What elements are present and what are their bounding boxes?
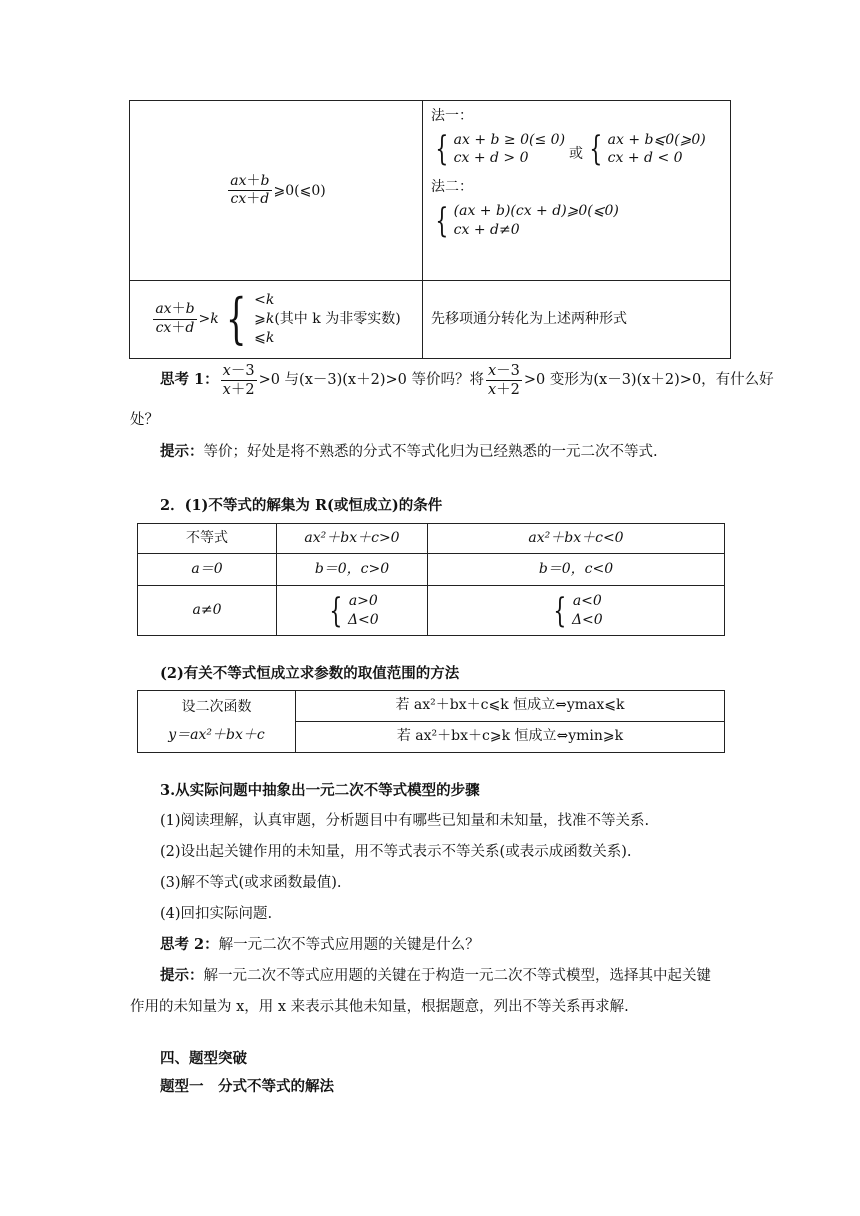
or-label: 或 [569,145,584,162]
pos-cond-a: a>0 [348,592,378,609]
step-3: (3)解不等式(或求函数最值). [160,875,342,891]
section3-title: 3.从实际问题中抽象出一元二次不等式模型的步骤 [160,782,480,799]
quadratic-def-cell [138,691,296,753]
think2-label: 思考 2： [160,936,219,953]
think1-line: 思考 1： $\frac{x-3}{x+2}$ >0 与(x－3)(x＋2)>0 等价吗？将 $\frac{x-3}{x+2}$ >0 变形为(x－3)(x＋2)>0，有什么好 [160,363,774,399]
method-two-label: 法二： [431,179,473,196]
hint2-label: 提示： [160,967,204,984]
think1-text-c: 处？ [130,412,159,428]
methods-cell [423,101,731,281]
sys1-row-b: cx + d > 0 [453,150,529,167]
transform-cell [423,281,731,359]
nonzero-k-note: (其中 k 为非零实数) [274,310,401,327]
hint2-text-b: 作用的未知量为 x，用 x 来表示其他未知量，根据题意，列出不等关系再求解. [130,999,629,1015]
step-2: (2)设出起关键作用的未知量，用不等式表示不等关系(或表示成函数关系). [160,844,632,860]
section4-subtitle: 题型一 分式不等式的解法 [160,1078,334,1095]
method-one-systems: { ax + b ≥ 0(≤ 0) cx + d > 0 或 { ax + b⩽0(⩾0) cx + d < 0 [435,129,706,170]
hint2-line-a [160,966,711,986]
header-negative: ax²＋bx＋c<0 [428,524,725,554]
quadratic-def-b: y＝ax²＋bx＋c [168,726,265,743]
method-one-label: 法一： [431,108,473,124]
conditions-table [137,523,725,636]
sys2-row-a: ax + b⩽0(⩾0) [607,131,706,148]
min-condition: 若 ax²＋bx＋c⩾k 恒成立⇔ymin⩾k [296,722,725,753]
row-a0-positive: b＝0，c>0 [277,554,428,586]
hint1-text: 等价；好处是将不熟悉的分式不等式化归为已经熟悉的一元二次不等式. [203,444,658,460]
step-1: (1)阅读理解，认真审题，分析题目中有哪些已知量和未知量，找准不等关系. [160,813,650,829]
sys2-row-b: cx + d < 0 [607,150,683,167]
parameter-method-table [137,690,725,753]
row-an0-negative: { a<0 Δ<0 [428,586,725,636]
think1-label: 思考 1： [160,371,219,389]
think1-text-a: >0 与(x－3)(x＋2)>0 等价吗？将 [258,372,484,389]
sys3-row-b: cx + d≠0 [453,221,520,238]
step-4: (4)回扣实际问题. [160,906,273,922]
neg-cond-a: a<0 [572,592,602,609]
fraction-ge-cell [130,101,423,281]
section2-title: 2．(1)不等式的解集为 R(或恒成立)的条件 [160,497,443,514]
row-a0-label: a＝0 [138,554,277,586]
fraction-expression: $\frac{ax+b}{cx+d}$ ⩾0(⩽0) [230,172,326,207]
row-a0-negative: b＝0，c<0 [428,554,725,586]
header-positive: ax²＋bx＋c>0 [277,524,428,554]
row-an0-label: a≠0 [138,586,277,636]
neg-cond-b: Δ<0 [571,611,603,628]
pos-cond-b: Δ<0 [347,611,379,628]
max-condition: 若 ax²＋bx＋c⩽k 恒成立⇔ymax⩽k [296,691,725,722]
think1-text-b: >0 变形为(x－3)(x＋2)>0，有什么好 [523,372,774,389]
header-inequality: 不等式 [138,524,277,554]
transform-text: 先移项通分转化为上述两种形式 [431,310,627,327]
section2b-title: (2)有关不等式恒成立求参数的取值范围的方法 [160,665,460,682]
sys3-row-a: (ax + b)(cx + d)⩾0(⩽0) [453,202,619,219]
fraction-k-cell [130,281,423,359]
method-two-system: { (ax + b)(cx + d)⩾0(⩽0) cx + d≠0 [435,200,619,241]
hint1-line [160,442,658,462]
quadratic-def-a: 设二次函数 [181,698,252,715]
row-an0-positive: { a>0 Δ<0 [277,586,428,636]
think2-text: 解一元二次不等式应用题的关键是什么？ [218,937,480,953]
fraction-k-expression: $\frac{ax+b}{cx+d}$ >k { <k ⩾k ⩽k (其中 k 为非零实数) [155,287,401,351]
section4-title: 四、题型突破 [160,1050,247,1067]
fraction-inequality-table [129,100,731,359]
sys1-row-a: ax + b ≥ 0(≤ 0) [453,131,566,148]
hint1-label: 提示： [160,443,204,460]
hint2-text-a: 解一元二次不等式应用题的关键在于构造一元二次不等式模型，选择其中起关键 [203,968,711,984]
think2-line [160,935,480,955]
